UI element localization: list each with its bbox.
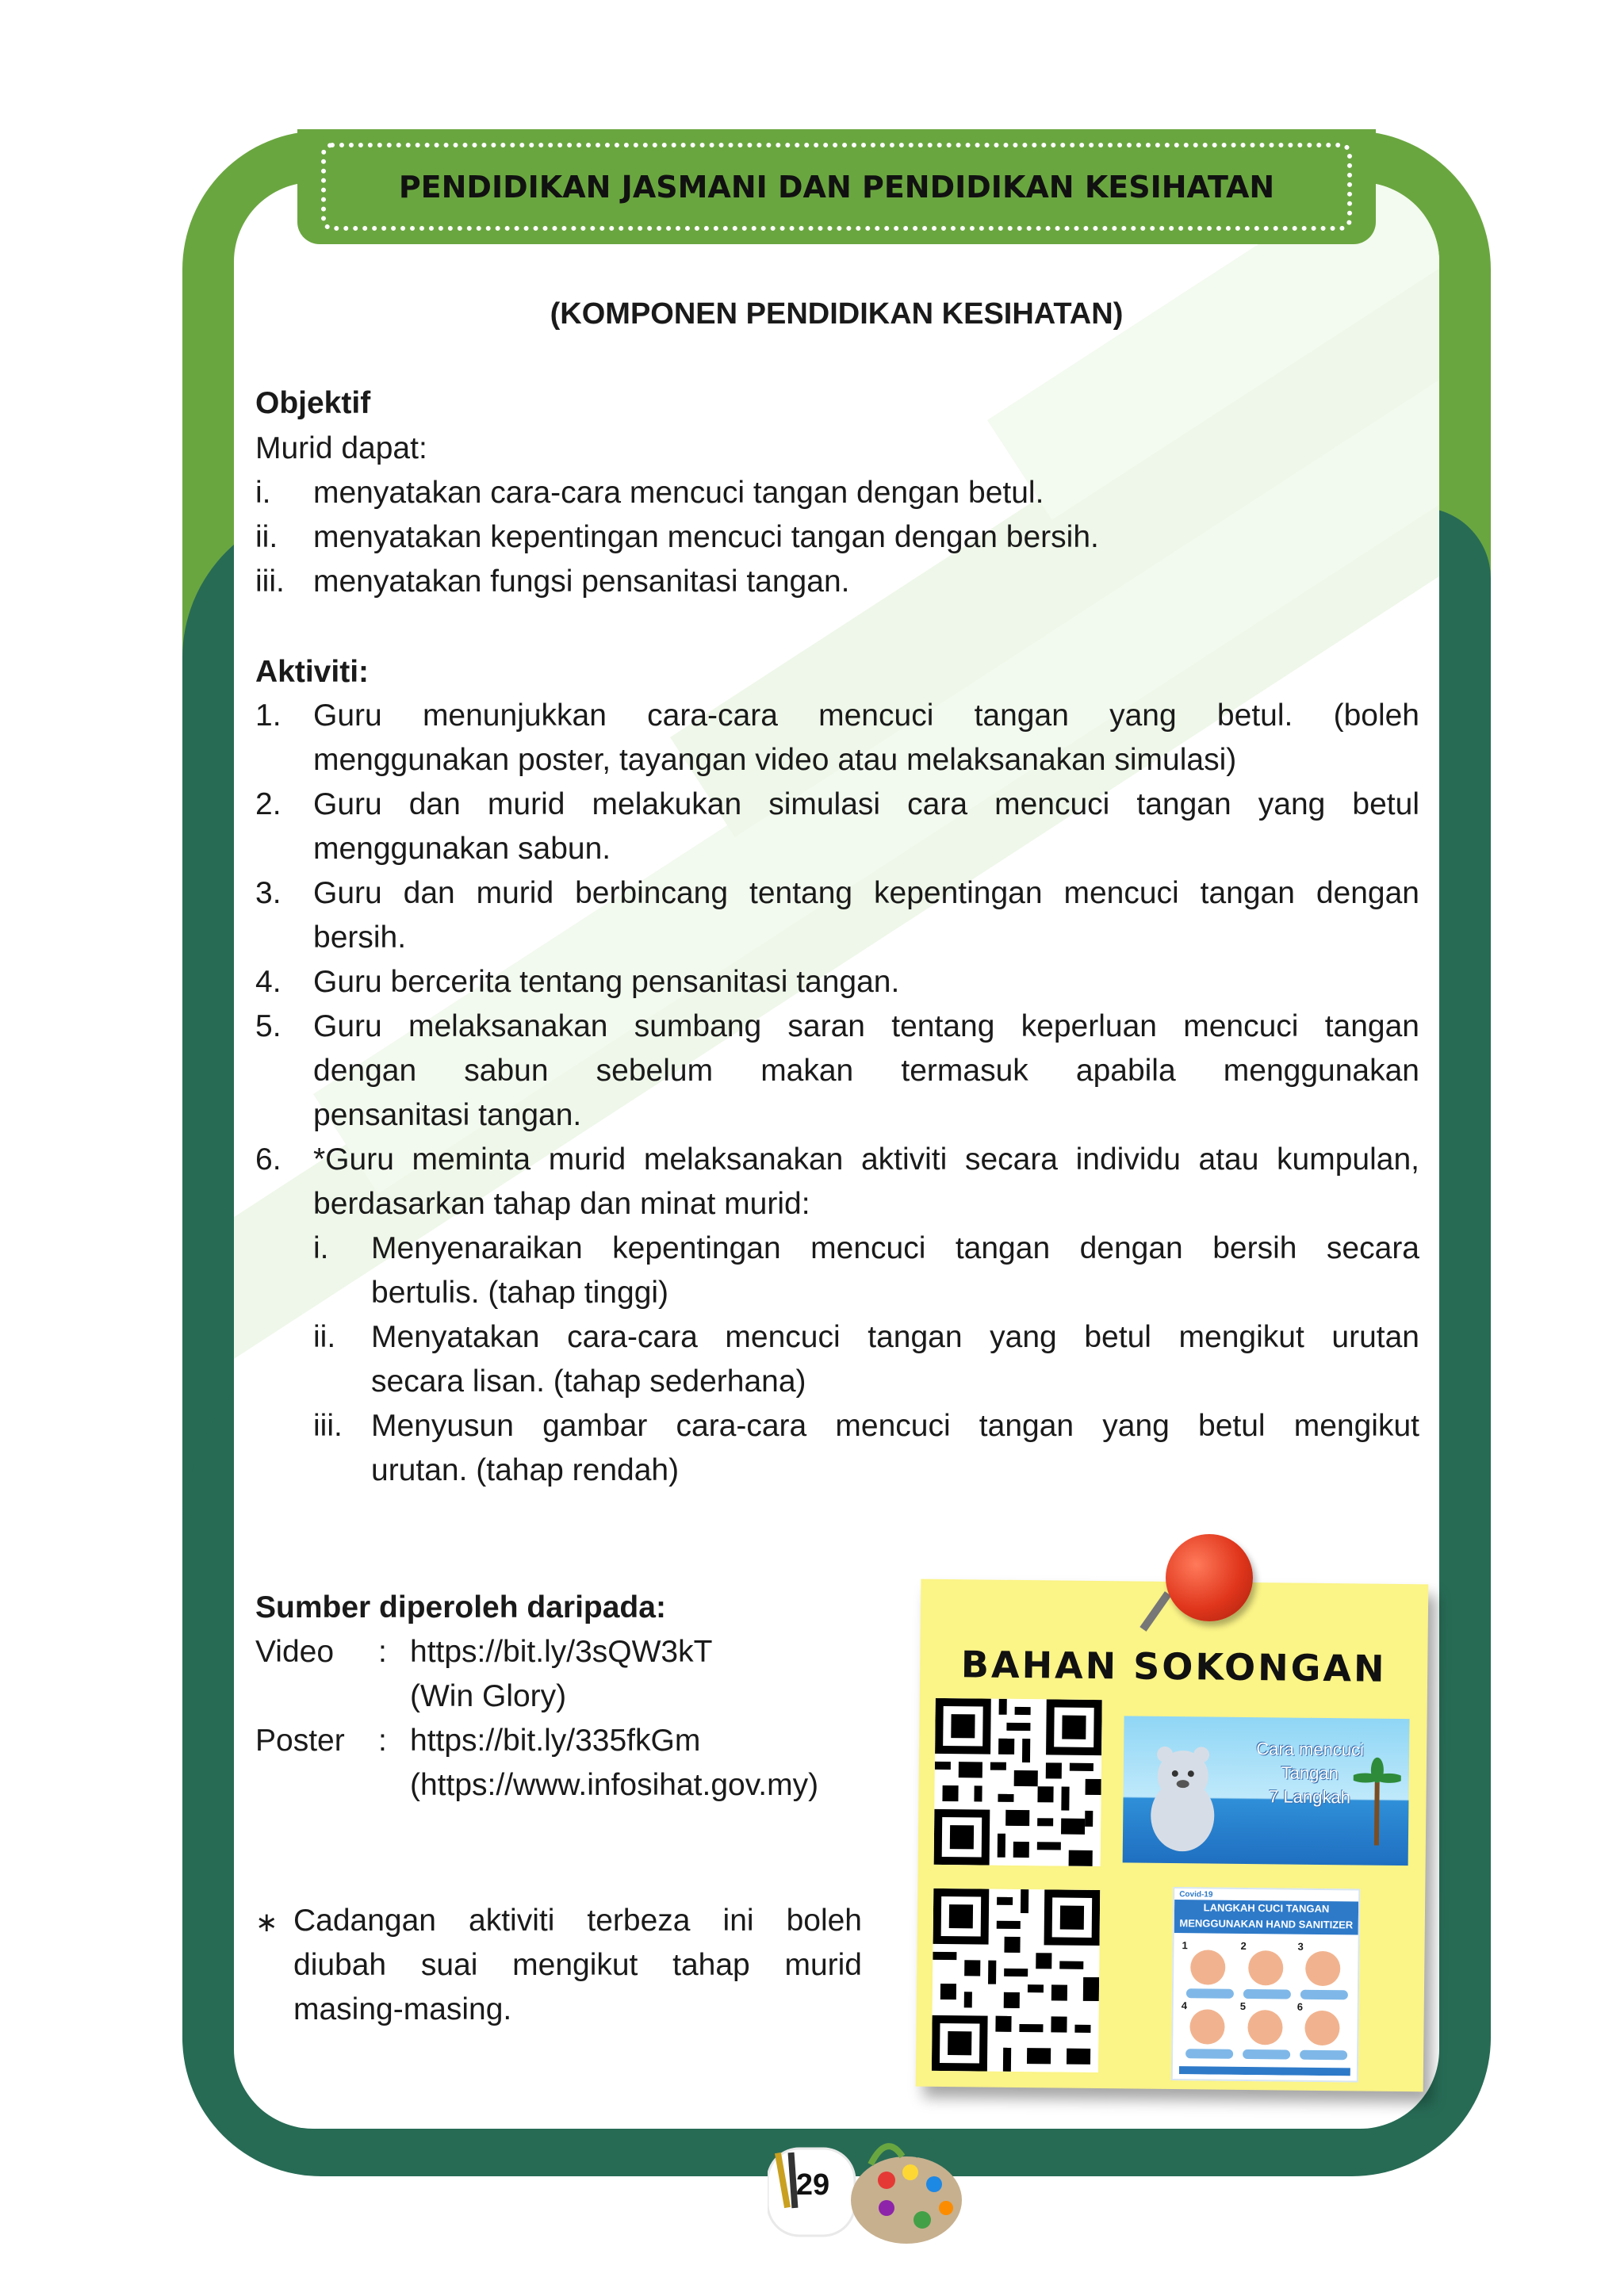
sticky-note xyxy=(916,1579,1429,2092)
bahan-sokongan-title: BAHAN SOKONGAN xyxy=(960,1643,1387,1690)
header-dotted-border xyxy=(321,143,1352,231)
bear-illustration xyxy=(1139,1740,1228,1860)
sumber-video-row xyxy=(255,1630,890,1719)
video-thumbnail[interactable] xyxy=(1123,1716,1410,1866)
item-number: 5. xyxy=(255,1009,282,1043)
item-number: 1. xyxy=(255,698,282,733)
item-line: dengan sabun sebelum makan termasuk apabila menggunakan xyxy=(313,1054,1419,1088)
caption-line: 7 Langkah xyxy=(1269,1786,1351,1808)
sumber-poster-row xyxy=(255,1719,890,1808)
item-number: 2. xyxy=(255,787,282,821)
page-title: PENDIDIKAN JASMANI DAN PENDIDIKAN KESIHATAN xyxy=(398,169,1275,205)
step-number: 5 xyxy=(1239,1999,1247,2012)
poster-brand: Covid-19 xyxy=(1179,1890,1213,1900)
item-number: 6. xyxy=(255,1142,282,1177)
note-line: Cadangan aktiviti terbeza ini boleh xyxy=(293,1904,862,1938)
item-line: Menyusun gambar cara-cara mencuci tangan yang betul mengikut xyxy=(371,1409,1419,1443)
item-line: Menyatakan cara-cara mencuci tangan yang betul mengikut urutan xyxy=(371,1320,1419,1354)
item-number: 4. xyxy=(255,965,282,999)
poster-label: Poster xyxy=(255,1724,345,1758)
item-number: ii. xyxy=(313,1320,336,1354)
step-number: 2 xyxy=(1240,1939,1247,1952)
step-number: 3 xyxy=(1297,1940,1304,1953)
item-number: i. xyxy=(255,476,271,510)
colon: : xyxy=(378,1724,387,1758)
item-line: pensanitasi tangan. xyxy=(313,1098,582,1132)
video-credit: (Win Glory) xyxy=(410,1679,567,1713)
palm-tree-illustration xyxy=(1353,1750,1401,1846)
item-line: berdasarkan tahap dan minat murid: xyxy=(313,1187,810,1221)
item-line: bersih. xyxy=(313,920,407,955)
item-line: bertulis. (tahap tinggi) xyxy=(371,1276,669,1310)
poster-credit: (https://www.infosihat.gov.my) xyxy=(410,1768,819,1802)
note-block xyxy=(255,1899,862,2034)
poster-steps-illustration xyxy=(1179,1939,1352,2076)
item-line: Guru dan murid melakukan simulasi cara mencuci tangan yang betul xyxy=(313,787,1419,821)
item-line: Guru bercerita tentang pensanitasi tangan. xyxy=(313,965,900,999)
caption-line: Cara mencuci xyxy=(1256,1739,1365,1760)
objektif-heading: Objektif xyxy=(255,386,371,420)
item-text: menyatakan fungsi pensanitasi tangan. xyxy=(313,564,850,599)
poster-title xyxy=(1174,1900,1358,1934)
item-line: *Guru meminta murid melaksanakan aktiviti secara individu atau kumpulan, xyxy=(313,1142,1419,1177)
poster-url-link[interactable]: https://bit.ly/335fkGm xyxy=(410,1724,701,1758)
poster-title-line: LANGKAH CUCI TANGAN xyxy=(1203,1901,1330,1915)
item-line: Guru dan murid berbincang tentang kepentingan mencuci tangan dengan xyxy=(313,876,1419,910)
aktiviti-heading: Aktiviti: xyxy=(255,655,370,689)
note-line: masing-masing. xyxy=(293,1992,512,2026)
item-line: urutan. (tahap rendah) xyxy=(371,1453,680,1487)
qr-code-video[interactable] xyxy=(934,1698,1102,1866)
item-number: iii. xyxy=(255,564,285,599)
objektif-intro: Murid dapat: xyxy=(255,431,427,465)
poster-title-line: MENGGUNAKAN HAND SANITIZER xyxy=(1179,1917,1354,1931)
page-subtitle: (KOMPONEN PENDIDIKAN KESIHATAN) xyxy=(550,297,1124,331)
item-number: i. xyxy=(313,1231,329,1265)
item-line: Guru melaksanakan sumbang saran tentang keperluan mencuci tangan xyxy=(313,1009,1419,1043)
item-text: menyatakan kepentingan mencuci tangan dengan bersih. xyxy=(313,520,1099,554)
page-number: 29 xyxy=(795,2168,830,2202)
item-line: Guru menunjukkan cara-cara mencuci tangan yang betul. (boleh xyxy=(313,698,1419,733)
item-line: menggunakan sabun. xyxy=(313,832,611,866)
colon: : xyxy=(378,1635,387,1669)
item-line: menggunakan poster, tayangan video atau melaksanakan simulasi) xyxy=(313,743,1237,777)
qr-code-poster[interactable] xyxy=(932,1888,1100,2072)
note-line: diubah suai mengikut tahap murid xyxy=(293,1948,862,1982)
video-label: Video xyxy=(255,1635,335,1669)
push-pin-icon xyxy=(1166,1534,1253,1621)
video-url-link[interactable]: https://bit.ly/3sQW3kT xyxy=(410,1635,713,1669)
step-number: 6 xyxy=(1297,2000,1304,2013)
header-banner xyxy=(297,129,1376,244)
item-number: ii. xyxy=(255,520,278,554)
step-number: 1 xyxy=(1182,1939,1188,1952)
item-number: 3. xyxy=(255,876,282,910)
step-number: 4 xyxy=(1181,1999,1188,2012)
item-line: Menyenaraikan kepentingan mencuci tangan dengan bersih secara xyxy=(371,1231,1419,1265)
item-text: menyatakan cara-cara mencuci tangan dengan betul. xyxy=(313,476,1044,510)
poster-thumbnail[interactable] xyxy=(1171,1887,1361,2082)
caption-line: Tangan xyxy=(1281,1762,1339,1784)
sumber-heading: Sumber diperoleh daripada: xyxy=(255,1590,666,1624)
asterisk: ∗ xyxy=(255,1908,278,1938)
item-line: secara lisan. (tahap sederhana) xyxy=(371,1364,806,1399)
item-number: iii. xyxy=(313,1409,343,1443)
